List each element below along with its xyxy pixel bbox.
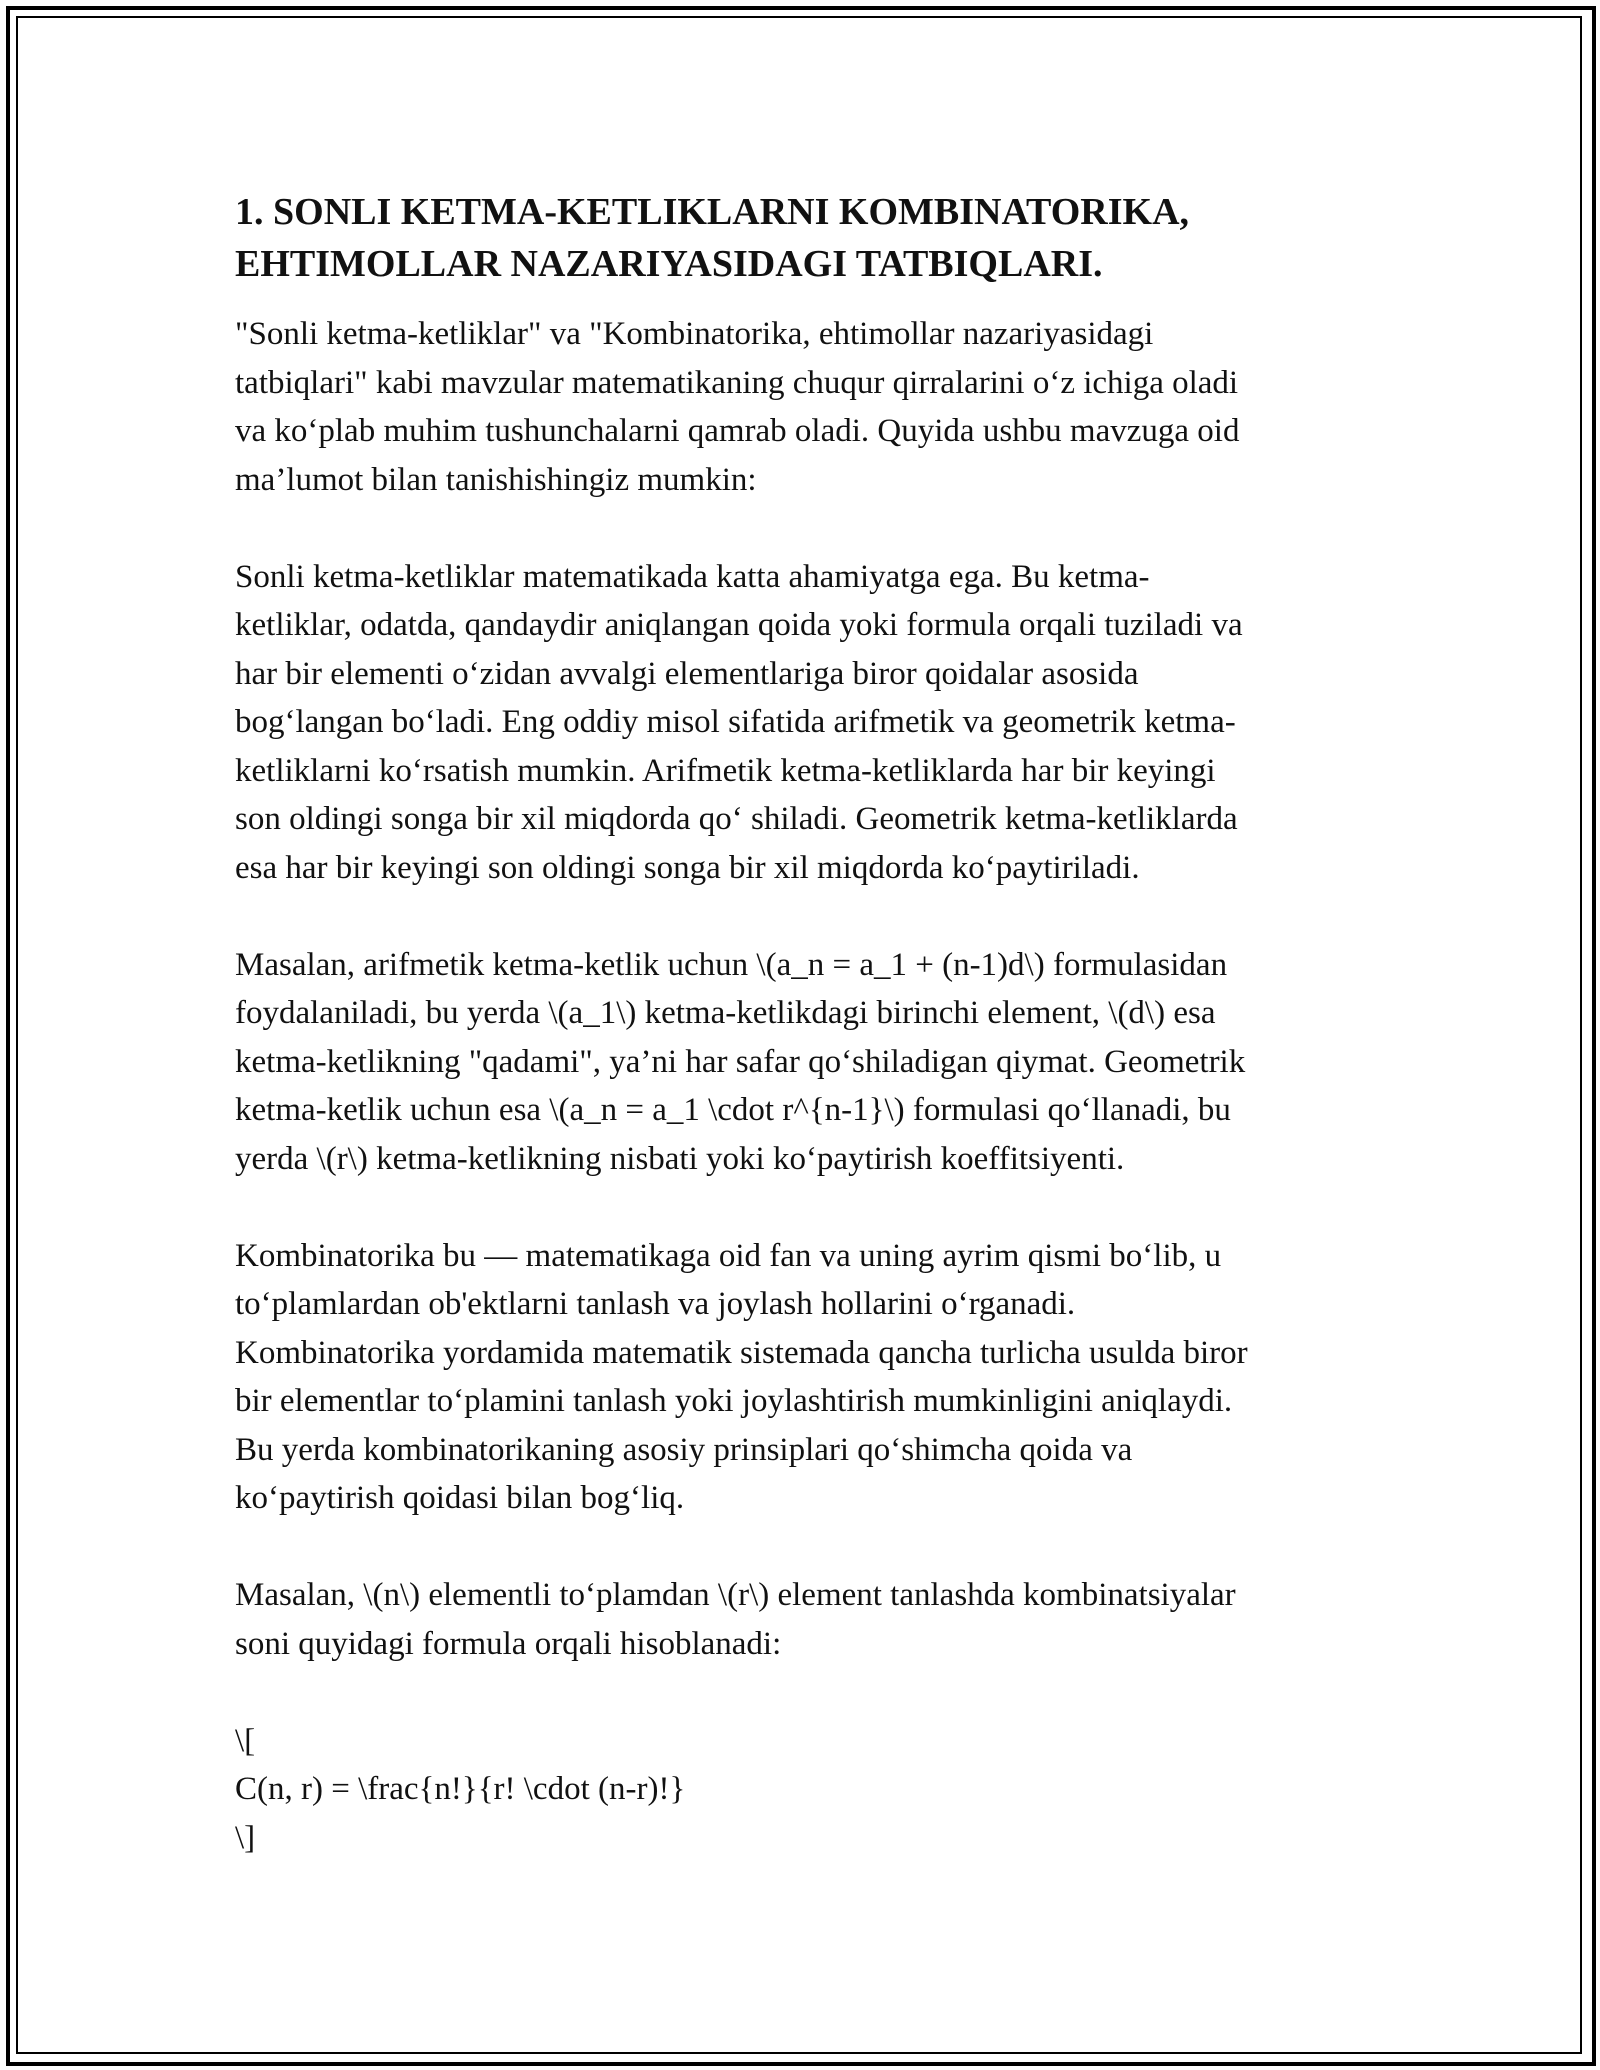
text-line: ketma-ketlik uchun esa \(a_n = a_1 \cdot r^{n-1}\) formulasi qo‘llanadi, bu: [235, 1092, 1231, 1128]
formula-line: \[: [235, 1722, 256, 1759]
text-line: esa har bir keyingi son oldingi songa bir xil miqdorda ko‘paytiriladi.: [235, 849, 1140, 886]
text-line: to‘plamlardan ob'ektlarni tanlash va joylash hollarini o‘rganadi.: [235, 1286, 1076, 1322]
text-line: va ko‘plab muhim tushunchalarni qamrab oladi. Quyida ushbu mavzuga oid: [235, 413, 1240, 449]
document-body: [235, 186, 1365, 1862]
text-line: Masalan, arifmetik ketma-ketlik uchun \(a_n = a_1 + (n-1)d\) formulasidan: [235, 946, 1228, 983]
text-line: ketma-ketlikning "qadami", ya’ni har safar qo‘shiladigan qiymat. Geometrik: [235, 1043, 1246, 1080]
text-line: Masalan, \(n\) elementli to‘plamdan \(r\) element tanlashda kombinatsiyalar: [235, 1577, 1236, 1613]
text-line: son oldingi songa bir xil miqdorda qo‘ shiladi. Geometrik ketma-ketliklarda: [235, 801, 1238, 837]
paragraph-sequences: [235, 553, 1365, 893]
formula-block: [235, 1717, 1365, 1863]
text-line: Sonli ketma-ketliklar matematikada katta ahamiyatga ega. Bu ketma-: [235, 558, 1150, 595]
text-line: Bu yerda kombinatorikaning asosiy prinsiplari qo‘shimcha qoida va: [235, 1431, 1133, 1468]
title-line: 1. SONLI KETMA-KETLIKLARNI KOMBINATORIKA,: [235, 191, 1190, 233]
text-line: yerda \(r\) ketma-ketlikning nisbati yoki ko‘paytirish koeffitsiyenti.: [235, 1140, 1125, 1177]
text-line: ko‘paytirish qoidasi bilan bog‘liq.: [235, 1480, 685, 1516]
text-line: bir elementlar to‘plamini tanlash yoki joylashtirish mumkinligini aniqlaydi.: [235, 1383, 1233, 1419]
text-line: bog‘langan bo‘ladi. Eng oddiy misol sifatida arifmetik va geometrik ketma-: [235, 704, 1236, 740]
formula-line: \]: [235, 1819, 256, 1856]
paragraph-formulas: [235, 941, 1365, 1184]
text-line: ketliklarni ko‘rsatish mumkin. Arifmetik ketma-ketliklarda har bir keyingi: [235, 752, 1216, 789]
text-line: "Sonli ketma-ketliklar" va "Kombinatorika, ehtimollar nazariyasidagi: [235, 316, 1154, 352]
text-line: Kombinatorika bu — matematikaga oid fan va uning ayrim qismi bo‘lib, u: [235, 1237, 1222, 1274]
title-line: EHTIMOLLAR NAZARIYASIDAGI TATBIQLARI.: [235, 243, 1103, 285]
paragraph-example: [235, 1571, 1365, 1668]
text-line: ma’lumot bilan tanishishingiz mumkin:: [235, 461, 757, 498]
text-line: tatbiqlari" kabi mavzular matematikaning chuqur qirralarini o‘z ichiga oladi: [235, 364, 1239, 401]
paragraph-combinatorics: [235, 1232, 1365, 1523]
text-line: ketliklar, odatda, qandaydir aniqlangan qoida yoki formula orqali tuziladi va: [235, 607, 1243, 643]
text-line: Kombinatorika yordamida matematik sistemada qancha turlicha usulda biror: [235, 1334, 1248, 1371]
formula-line: C(n, r) = \frac{n!}{r! \cdot (n-r)!}: [235, 1771, 686, 1807]
text-line: har bir elementi o‘zidan avvalgi elementlariga biror qoidalar asosida: [235, 655, 1139, 692]
text-line: soni quyidagi formula orqali hisoblanadi:: [235, 1625, 782, 1662]
document-title: [235, 186, 1365, 290]
text-line: foydalaniladi, bu yerda \(a_1\) ketma-ketlikdagi birinchi element, \(d\) esa: [235, 995, 1216, 1031]
paragraph-intro: [235, 310, 1365, 504]
